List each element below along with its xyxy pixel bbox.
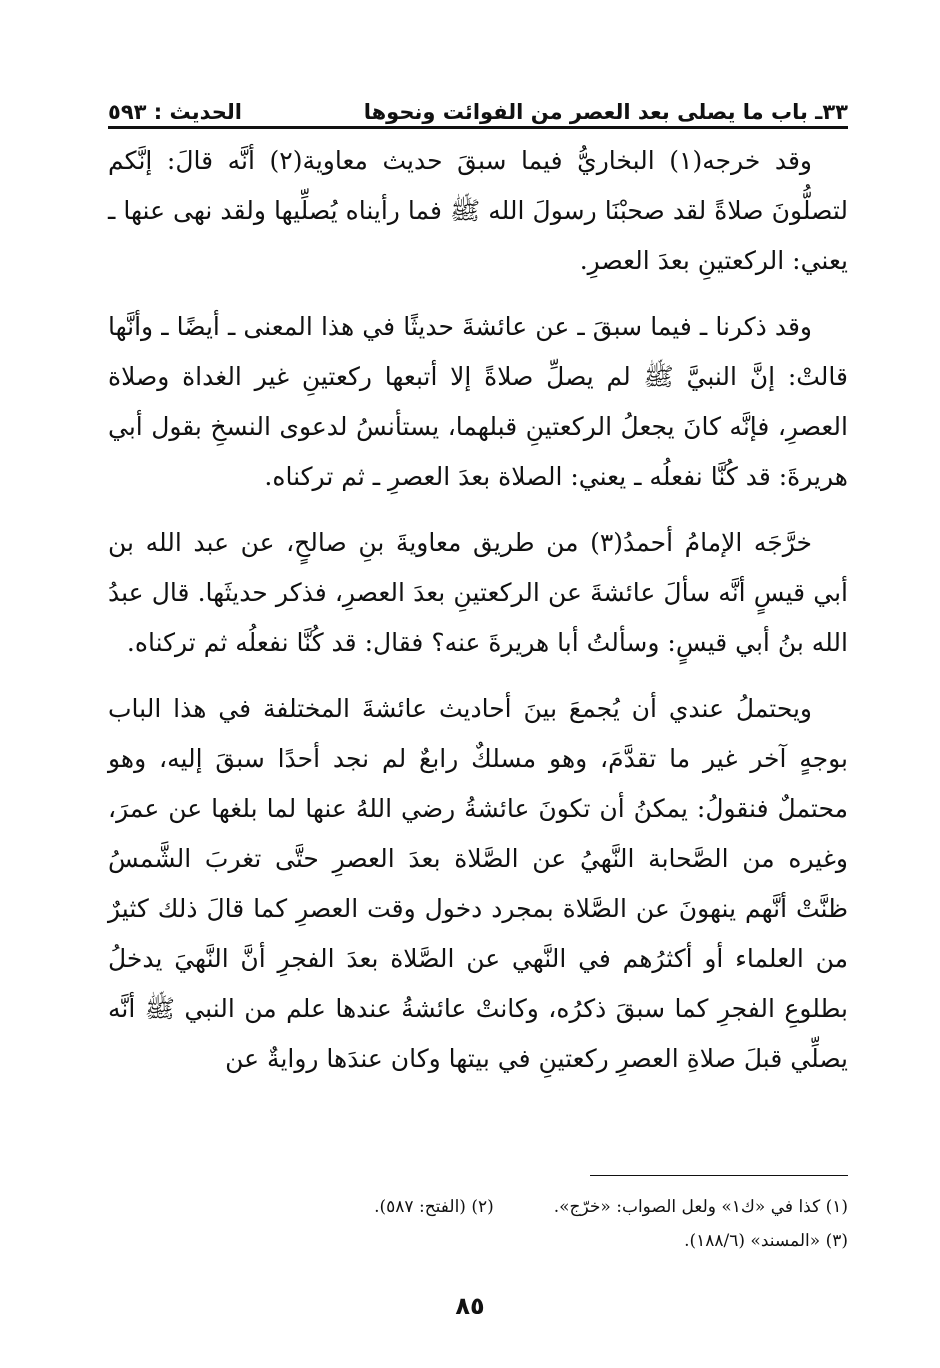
paragraph: خرَّجَه الإمامُ أحمدُ(٣) من طريق معاويةَ بنِ صالحٍ، عن عبد الله بن أبي قيسٍ أنَّه سألَ عائشةَ عن الركعتينِ بعدَ العصرِ، فذكر حديثَها. قال عبدُ الله بنُ أبي قيسٍ: وسألتُ أبا هريرةَ عنه؟ فقال: قد كُنَّا نفعلُه ثم تركناه. — [108, 528, 848, 657]
footnote-line — [108, 1190, 848, 1224]
hadith-number: الحديث : ٥٩٣ — [108, 100, 242, 124]
footnotes — [108, 1190, 848, 1258]
footnote-line — [108, 1224, 848, 1258]
paragraph: وقد خرجه(١) البخاريُّ فيما سبقَ حديث معاوية(٢) أنَّه قالَ: إنَّكم لتصلُّونَ صلاةً لقد صحبْنَا رسولَ الله ﷺ فما رأيناه يُصلِّيها ولقد نهى عنها ـ يعني: الركعتينِ بعدَ العصرِ. — [108, 146, 848, 275]
footnote-1: (١) كذا في «ك١» ولعل الصواب: «خرّج». — [553, 1197, 848, 1217]
chapter-title: ٣٣ـ باب ما يصلى بعد العصر من الفوائت ونحوها — [363, 100, 848, 124]
running-header — [108, 84, 848, 124]
footnote-rule — [590, 1175, 848, 1176]
footnote-2: (٢) (الفتح: ٥٨٧). — [374, 1197, 494, 1217]
main-text — [108, 136, 848, 1100]
footnote-3: (٣) «المسند» (١٨٨/٦). — [684, 1231, 848, 1251]
header-rule — [108, 126, 848, 129]
page-number: ٨٥ — [455, 1292, 485, 1320]
paragraph: ويحتملُ عندي أن يُجمعَ بينَ أحاديث عائشةَ المختلفة في هذا الباب بوجهٍ آخر غير ما تقدَّمَ، وهو مسلكٌ رابعٌ لم نجد أحدًا سبقَ إليه، وهو محتملٌ فنقولُ: يمكنُ أن تكونَ عائشةُ رضي اللهُ عنها لما بلغها عن عمرَ، وغيره من الصَّحابة النَّهيُ عن الصَّلاة بعدَ العصرِ حتَّى تغربَ الشَّمسُ ظنَّتْ أنَّهم ينهونَ عن الصَّلاة بمجرد دخول وقت العصرِ كما قالَ ذلك كثيرٌ من العلماء أو أكثرُهم في النَّهي عن الصَّلاة بعدَ الفجرِ أنَّ النَّهيَ يدخلُ بطلوعِ الفجرِ كما سبقَ ذكرُه، وكانتْ عائشةُ عندها علم من النبي ﷺ أنَّه يصلِّي قبلَ صلاةِ العصرِ ركعتينِ في بيتها وكان عندَها روايةٌ عن — [108, 694, 848, 1073]
paragraph: وقد ذكرنا ـ فيما سبقَ ـ عن عائشةَ حديثًا في هذا المعنى ـ أيضًا ـ وأنَّها قالتْ: إنَّ النبيَّ ﷺ لم يصلِّ صلاةً إلا أتبعها ركعتينِ غير الغداة وصلاة العصرِ، فإنَّه كانَ يجعلُ الركعتينِ قبلهما، يستأنسُ لدعوى النسخِ بقول أبي هريرةَ: قد كُنَّا نفعلُه ـ يعني: الصلاة بعدَ العصرِ ـ ثم تركناه. — [108, 312, 848, 491]
